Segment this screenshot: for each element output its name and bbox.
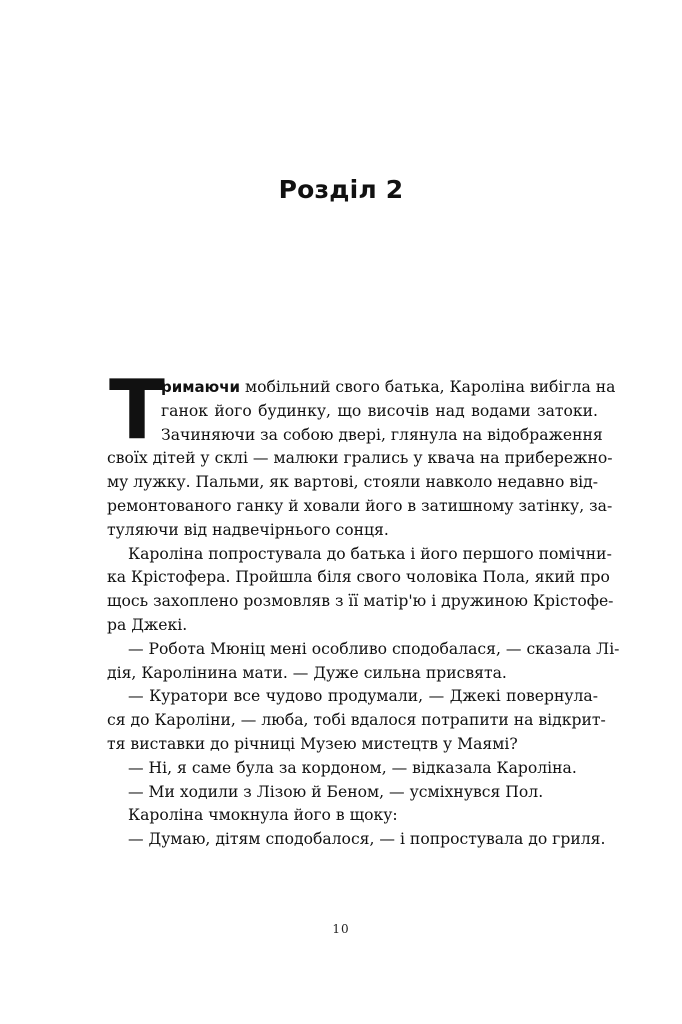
text-line (107, 376, 616, 400)
chapter-body (107, 363, 620, 852)
lead-in-word: римаючи (161, 378, 241, 396)
dialogue-paragraph (107, 828, 606, 852)
text-line: Зачиняючи за собою двері, глянула на відображення (161, 425, 603, 444)
text-line: ра Джекі. (107, 615, 188, 634)
text-line: своїх дітей у склі — малюки грались у квача на прибережно- (107, 449, 613, 468)
dialogue-paragraph (107, 781, 598, 805)
text-line: Кароліна чмокнула його в щоку: (128, 806, 398, 825)
text-line: тя виставки до річниці Музею мистецтв у Маямі? (107, 734, 518, 753)
chapter-title: Розділ 2 (278, 175, 404, 204)
dialogue-paragraph (107, 685, 606, 756)
text-line: — Ні, я саме була за кордоном, — відказала Кароліна. (128, 758, 577, 777)
text-line: туляючи від надвечірнього сонця. (107, 520, 389, 539)
text-line: щось захоплено розмовляв з її матір'ю і дружиною Крістофе- (107, 592, 614, 611)
page-number: 10 (332, 922, 350, 936)
text-line: ка Крістофера. Пройшла біля свого чоловіка Пола, який про (107, 568, 610, 587)
paragraph (107, 804, 598, 828)
text-line: — Думаю, дітям сподобалося, — і попростувала до гриля. (128, 830, 606, 849)
paragraph (107, 543, 614, 638)
drop-cap: Т (109, 363, 165, 458)
first-line-rest: мобільний свого батька, Кароліна вибігла на (240, 378, 616, 396)
text-line: ся до Кароліни, — люба, тобі вдалося потрапити на відкрит- (107, 711, 606, 730)
text-line: — Робота Мюніц мені особливо сподобалася, — сказала Лі- (128, 639, 620, 658)
text-line: дія, Каролінина мати. — Дуже сильна присвята. (107, 663, 507, 682)
text-line: ганок його будинку, що височів над водами затоки. (161, 401, 598, 420)
text-line: Кароліна попростувала до батька і його першого помічни- (128, 544, 612, 563)
text-line: — Ми ходили з Лізою й Беном, — усміхнувся Пол. (128, 782, 544, 801)
opening-paragraph (107, 363, 616, 543)
text-line: му лужку. Пальми, як вартові, стояли навколо недавно від- (107, 473, 598, 492)
text-line: ремонтованого ганку й ховали його в затишному затінку, за- (107, 496, 613, 515)
dialogue-paragraph (107, 757, 598, 781)
dialogue-paragraph (107, 638, 620, 686)
text-line: — Куратори все чудово продумали, — Джекі повернула- (128, 687, 598, 706)
